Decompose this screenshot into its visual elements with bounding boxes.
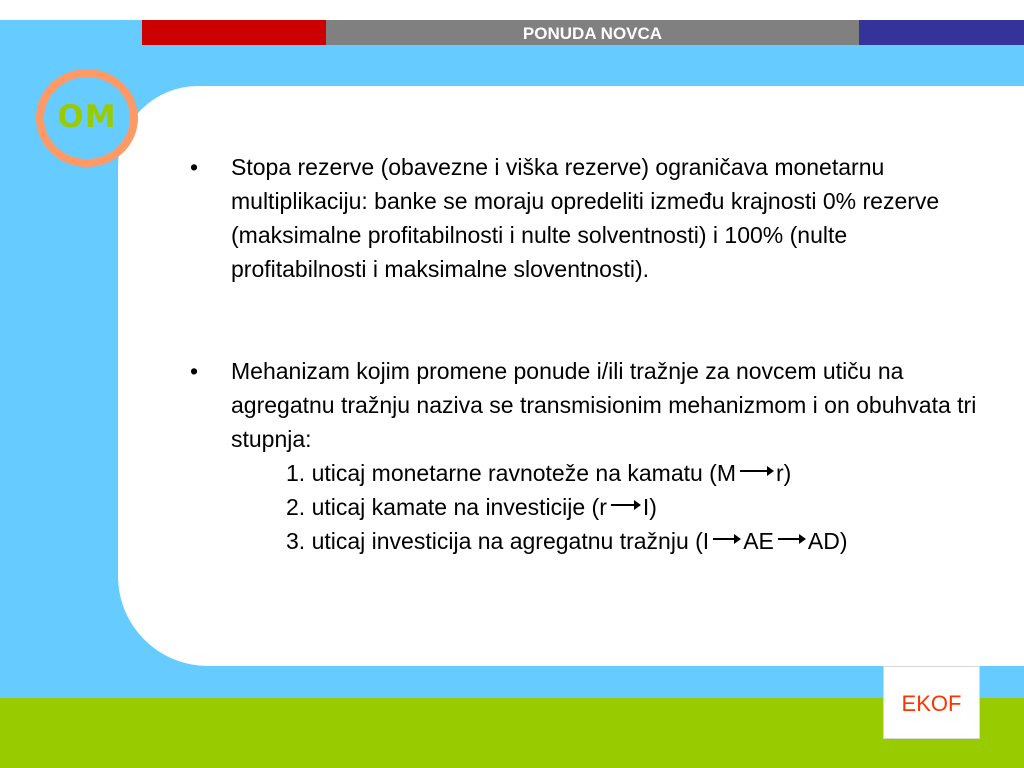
ekof-badge: EKOF	[883, 666, 980, 739]
arrow-right-icon	[713, 538, 739, 540]
step-text: 1. uticaj monetarne ravnoteže na kamatu (M	[286, 460, 737, 486]
slide-title: PONUDA NOVCA	[522, 24, 663, 43]
bullet-marker: •	[190, 358, 199, 384]
slide-content	[190, 150, 980, 558]
bullet-item	[190, 150, 980, 286]
top-white-strip	[0, 0, 1024, 20]
step-item	[231, 456, 980, 490]
bullet-marker: •	[190, 154, 199, 180]
footer-green-bar	[0, 698, 1024, 768]
arrow-right-icon	[611, 504, 639, 506]
bullet-item	[190, 354, 980, 558]
step-item	[231, 490, 980, 524]
arrow-right-icon	[778, 538, 804, 540]
step-text: AD)	[807, 528, 848, 554]
logo-text: OM	[57, 99, 117, 135]
bullet-text: Mehanizam kojim promene ponude i/ili tražnje za novcem utiču na agregatnu tražnju naziva se transmisionim mehanizmom i on obuhvata tri stupnja:	[231, 358, 977, 452]
step-text: 2. uticaj kamate na investicije (r	[286, 494, 607, 520]
step-text: 3. uticaj investicija na agregatnu tražnju (I	[286, 528, 710, 554]
bullet-text: Stopa rezerve (obavezne i viška rezerve) ograničava monetarnu multiplikaciju: banke se moraju opredeliti između krajnosti 0% rezerve (maksimalne profitabilnosti i nulte solventnosti) i 100% (nulte profitabilnosti i maksimalne sloventnosti).	[231, 154, 940, 282]
arrow-right-icon	[740, 470, 772, 472]
step-text: r)	[776, 460, 792, 486]
header-blue-bar	[859, 20, 1024, 45]
header-red-bar	[142, 20, 326, 45]
step-text: AE	[743, 528, 774, 554]
step-item	[231, 524, 980, 558]
step-text: I)	[642, 494, 657, 520]
